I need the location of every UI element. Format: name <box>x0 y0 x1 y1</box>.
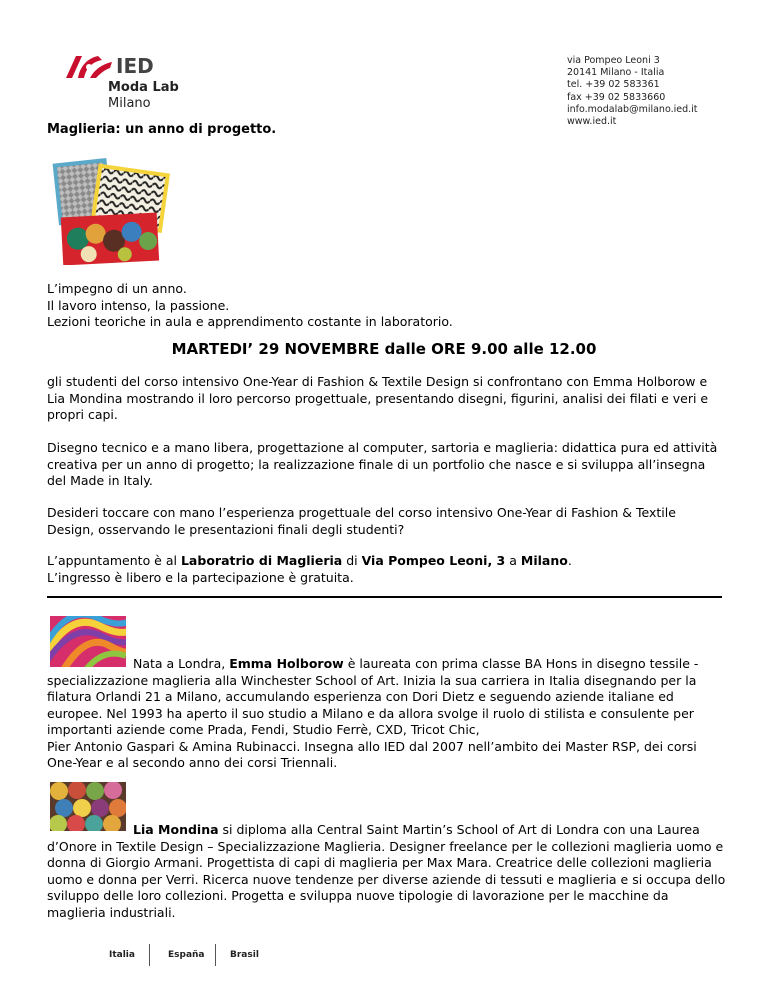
bio-emma <box>47 656 727 772</box>
venue-text-c: di <box>342 553 362 568</box>
bio-emma-pre: Nata a Londra, <box>133 656 230 671</box>
footer-separator <box>149 944 150 966</box>
footer-brasil[interactable]: Brasil <box>230 950 259 960</box>
brand-name: IED <box>116 54 154 78</box>
bio-emma-line2: Pier Antonio Gaspari & Amina Rubinacci. Insegna allo IED dal 2007 nell’ambito dei Master RSP, dei corsi One-Year e al secondo anno dei corsi Triennali. <box>47 738 697 770</box>
footer-italia[interactable]: Italia <box>109 950 135 960</box>
venue-text-a: L’appuntamento è al <box>47 553 181 568</box>
contact-tel: tel. +39 02 583361 <box>567 79 660 91</box>
page-title: Maglieria: un anno di progetto. <box>47 122 277 137</box>
intro-line-2: Il lavoro intenso, la passione. <box>47 297 230 313</box>
knit-swatches-image <box>50 155 180 265</box>
venue-text-g: . <box>567 553 572 568</box>
paragraph-program: Disegno tecnico e a mano libera, progettazione al computer, sartoria e maglieria: didattica pura ed attività creativa per un anno di progetto; la realizzazione finale di un portfolio che nasce e si sviluppa all’insegna del Made in Italy. <box>47 440 718 488</box>
venue-line <box>47 553 727 570</box>
event-headline: MARTEDI’ 29 NOVEMBRE dalle ORE 9.00 alle 12.00 <box>171 340 597 358</box>
bio-lia-text <box>47 822 727 921</box>
paragraph-venue <box>47 553 727 586</box>
venue-entry: L’ingresso è libero e la partecipazione è gratuita. <box>47 569 354 585</box>
intro-line-1: L’impegno di un anno. <box>47 281 187 296</box>
paragraph-students: gli studenti del corso intensivo One-Year di Fashion & Textile Design si confrontano con Emma Holborow e Lia Mondina mostrando il loro percorso progettuale, presentando disegni, figurini, analisi dei filati e veri e propri capi. <box>47 374 709 422</box>
bio-lia <box>47 822 727 921</box>
footer-separator <box>215 944 216 966</box>
contact-city: 20141 Milano - Italia <box>567 67 665 79</box>
venue-city: Milano <box>520 553 568 568</box>
section-divider <box>47 596 722 598</box>
venue-address: Via Pompeo Leoni, 3 <box>361 553 506 568</box>
intro-text <box>47 281 727 331</box>
brand-subtitle: Moda Lab <box>108 80 179 95</box>
contact-email[interactable]: info.modalab@milano.ied.it <box>567 103 698 115</box>
venue-text-e: a <box>505 553 521 568</box>
contact-website[interactable]: www.ied.it <box>567 116 617 128</box>
bio-lia-name: Lia Mondina <box>133 822 219 837</box>
bio-emma-name: Emma Holborow <box>229 656 344 671</box>
ied-logo-mark <box>62 52 114 82</box>
venue-lab: Laboratrio di Maglieria <box>180 553 343 568</box>
footer-espana[interactable]: España <box>168 950 205 960</box>
paragraph-question: Desideri toccare con mano l’esperienza progettuale del corso intensivo One-Year di Fashion & Textile Design, osservando le presentazioni finali degli studenti? <box>47 505 676 537</box>
contact-block <box>567 55 698 128</box>
brand-city: Milano <box>108 96 151 111</box>
bio-emma-rest: è laureata con prima classe BA Hons in disegno tessile - specializzazione maglieria alla Winchester School of Art. Inizia la sua carriera in Italia disegnando per la filatura Orlandi 21 a Milano, accumulando esperienza con Dori Dietz e seguendo aziende italiane ed europee. Nel 1993 ha aperto il suo studio a Milano e da allora svolge il ruolo di stilista e consulente per importanti aziende come Prada, Fendi, Studio Ferrè, CXD, Tricot Chic, <box>47 656 699 737</box>
bio-lia-rest: si diploma alla Central Saint Martin’s School of Art di Londra con una Laurea d’Onore in Textile Design – Specializzazione Maglieria. Designer freelance per le collezioni maglieria uomo e donna di Giorgio Armani. Progettista di capi di maglieria per Max Mara. Creatrice delle collezioni maglieria uomo e donna per Verri. Ricerca nuove tendenze per diverse aziende di tessuti e maglieria e si occupa dello sviluppo delle loro collezioni. Progetta e sviluppa nuove tipologie di lavorazione per le macchine da maglieria industriali. <box>47 822 726 920</box>
contact-address: via Pompeo Leoni 3 <box>567 55 660 66</box>
contact-fax: fax +39 02 5833660 <box>567 91 666 103</box>
bio-emma-text <box>47 656 727 739</box>
intro-line-3: Lezioni teoriche in aula e apprendimento costante in laboratorio. <box>47 314 453 329</box>
